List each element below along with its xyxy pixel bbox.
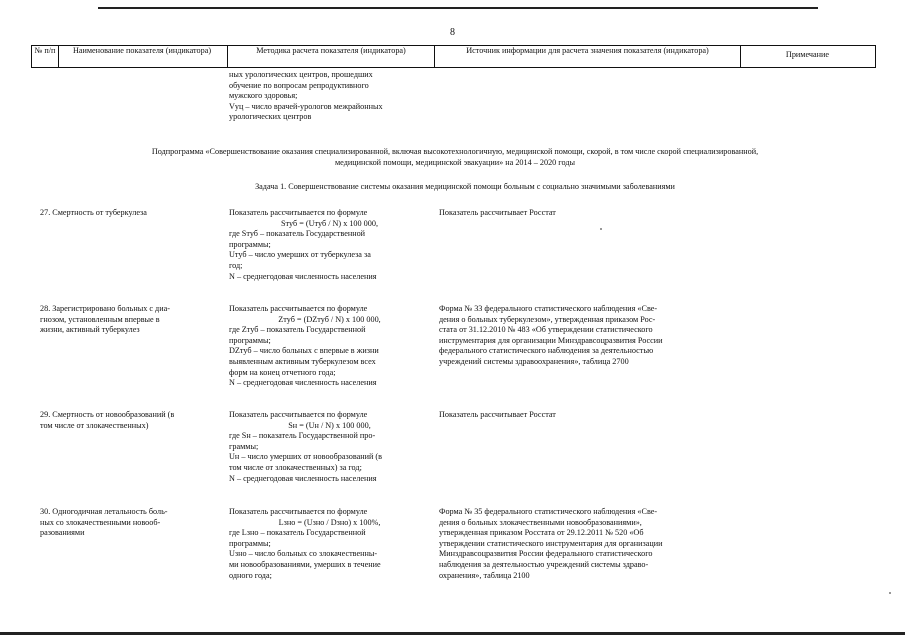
text-line: охранения», таблица 2100 bbox=[439, 570, 530, 580]
text-line: учреждений системы здравоохранения», таблица 2700 bbox=[439, 356, 629, 366]
text-line: урологических центров bbox=[229, 112, 312, 122]
row-28-source bbox=[439, 304, 735, 368]
row-27-source bbox=[439, 208, 735, 219]
page-number: 8 bbox=[450, 27, 455, 38]
text-line: Показатель рассчитывается по формуле bbox=[229, 507, 368, 516]
row-27-name bbox=[40, 208, 225, 219]
text-line: утверждении статистического инструментария для организации bbox=[439, 538, 663, 548]
header-divider bbox=[31, 45, 32, 68]
text-line: Vуц – число врачей-урологов межрайонных bbox=[229, 101, 383, 111]
text-line: Показатель рассчитывается по формуле bbox=[229, 304, 368, 313]
formula: Sн = (Uн / N) x 100 000, bbox=[288, 420, 371, 430]
text-line: одного года; bbox=[229, 570, 272, 580]
header-divider bbox=[875, 45, 876, 68]
text-line: N – среднегодовая численность населения bbox=[229, 271, 377, 281]
text-line: форм на конец отчетного года; bbox=[229, 367, 336, 377]
text-line: программы; bbox=[229, 335, 271, 345]
row-28-method bbox=[229, 304, 430, 389]
text-line: Показатель рассчитывается по формуле bbox=[229, 208, 368, 217]
text-line: 27. Смертность от туберкулеза bbox=[40, 208, 147, 217]
scan-speck bbox=[600, 228, 602, 230]
header-num: № п/п bbox=[34, 46, 56, 55]
text-line: где Sн – показатель Государственной про- bbox=[229, 431, 376, 441]
text-line: граммы; bbox=[229, 441, 259, 451]
text-line: программы; bbox=[229, 239, 271, 249]
text-line: Форма № 35 федерального статистического наблюдения «Све- bbox=[439, 507, 658, 516]
formula: Lзно = (Uзно / Dзно) x 100%, bbox=[278, 517, 381, 527]
formula: Sтуб = (Uтуб / N) x 100 000, bbox=[281, 218, 378, 228]
continuation-block bbox=[229, 70, 429, 123]
text-line: Форма № 33 федерального статистического наблюдения «Све- bbox=[439, 304, 658, 313]
top-rule bbox=[98, 7, 818, 9]
text-line: инструментария для организации Минздравсоцразвития России bbox=[439, 335, 663, 345]
text-line: DZтуб – число больных с впервые в жизни bbox=[229, 346, 379, 356]
header-rule-bottom bbox=[31, 67, 875, 68]
text-line: ных со злокачественными новооб- bbox=[40, 517, 161, 527]
header-method: Методика расчета показателя (индикатора) bbox=[256, 46, 406, 55]
text-line: 30. Одногодичная летальность боль- bbox=[40, 507, 168, 516]
row-30-name bbox=[40, 507, 225, 539]
scan-speck bbox=[889, 592, 891, 594]
text-line: обучение по вопросам репродуктивного bbox=[229, 80, 369, 90]
text-line: ми новообразованиями, умерших в течение bbox=[229, 559, 381, 569]
subprogram-line: Подпрограмма «Совершенствование оказания специализированной, включая высокотехнологичную, медицинской помощи, скорой, в том числе скорой специализированной, bbox=[151, 147, 759, 156]
header-divider bbox=[227, 45, 228, 68]
text-line: Uзно – число больных со злокачественны- bbox=[229, 549, 378, 559]
text-line: Минздравсоцразвития России федерального статистического bbox=[439, 549, 653, 559]
bottom-rule bbox=[0, 632, 905, 635]
text-line: где Zтуб – показатель Государственной bbox=[229, 325, 366, 335]
text-line: дения о больных злокачественными новообразованиями», bbox=[439, 517, 642, 527]
text-line: дения о больных туберкулезом», утвержденная приказом Рос- bbox=[439, 314, 656, 324]
header-note: Примечание bbox=[785, 50, 830, 59]
row-29-name bbox=[40, 410, 225, 431]
text-line: стата от 31.12.2010 № 483 «Об утверждении статистического bbox=[439, 325, 653, 335]
text-line: Показатель рассчитывается по формуле bbox=[229, 410, 368, 419]
text-line: утвержденная приказом Росстата от 29.12.2011 № 520 «Об bbox=[439, 528, 644, 538]
row-30-method bbox=[229, 507, 430, 581]
text-line: N – среднегодовая численность населения bbox=[229, 473, 377, 483]
text-line: мужского здоровья; bbox=[229, 91, 298, 101]
header-divider bbox=[434, 45, 435, 68]
text-line: 28. Зарегистрировано больных с диа- bbox=[40, 304, 170, 313]
row-28-name bbox=[40, 304, 225, 336]
text-line: N – среднегодовая численность населения bbox=[229, 378, 377, 388]
text-line: Uн – число умерших от новообразований (в bbox=[229, 452, 382, 462]
text-line: где Lзно – показатель Государственной bbox=[229, 528, 366, 538]
subprogram-heading bbox=[40, 147, 870, 168]
text-line: Показатель рассчитывает Росстат bbox=[439, 410, 556, 419]
text-line: гнозом, установленным впервые в bbox=[40, 314, 160, 324]
header-source: Источник информации для расчета значения показателя (индикатора) bbox=[466, 46, 709, 55]
header-divider bbox=[740, 45, 741, 68]
text-line: том числе от злокачественных) bbox=[40, 420, 149, 430]
text-line: ных урологических центров, прошедших bbox=[229, 70, 373, 79]
text-line: выявленным активным туберкулезом всех bbox=[229, 356, 376, 366]
row-29-source bbox=[439, 410, 735, 421]
text-line: наблюдения за деятельностью учреждений системы здраво- bbox=[439, 559, 649, 569]
subprogram-line: медицинской помощи, медицинской эвакуации» на 2014 – 2020 годы bbox=[334, 157, 575, 167]
header-divider bbox=[58, 45, 59, 68]
task-heading: Задача 1. Совершенствование системы оказания медицинской помощи больным с социально значимыми заболеваниями bbox=[255, 182, 675, 191]
row-29-method bbox=[229, 410, 430, 484]
text-line: программы; bbox=[229, 538, 271, 548]
text-line: где Sтуб – показатель Государственной bbox=[229, 229, 366, 239]
header-name: Наименование показателя (индикатора) bbox=[72, 46, 212, 55]
text-line: Показатель рассчитывает Росстат bbox=[439, 208, 556, 217]
text-line: разованиями bbox=[40, 528, 85, 538]
text-line: том числе от злокачественных) за год; bbox=[229, 462, 362, 472]
row-30-source bbox=[439, 507, 735, 581]
text-line: жизни, активный туберкулез bbox=[40, 325, 140, 335]
text-line: Uтуб – число умерших от туберкулеза за bbox=[229, 250, 371, 260]
text-line: федерального статистического наблюдения за деятельностью bbox=[439, 346, 654, 356]
row-27-method bbox=[229, 208, 430, 282]
text-line: 29. Смертность от новообразований (в bbox=[40, 410, 175, 419]
text-line: год; bbox=[229, 260, 243, 270]
formula: Zтуб = (DZтуб / N) x 100 000, bbox=[278, 314, 381, 324]
